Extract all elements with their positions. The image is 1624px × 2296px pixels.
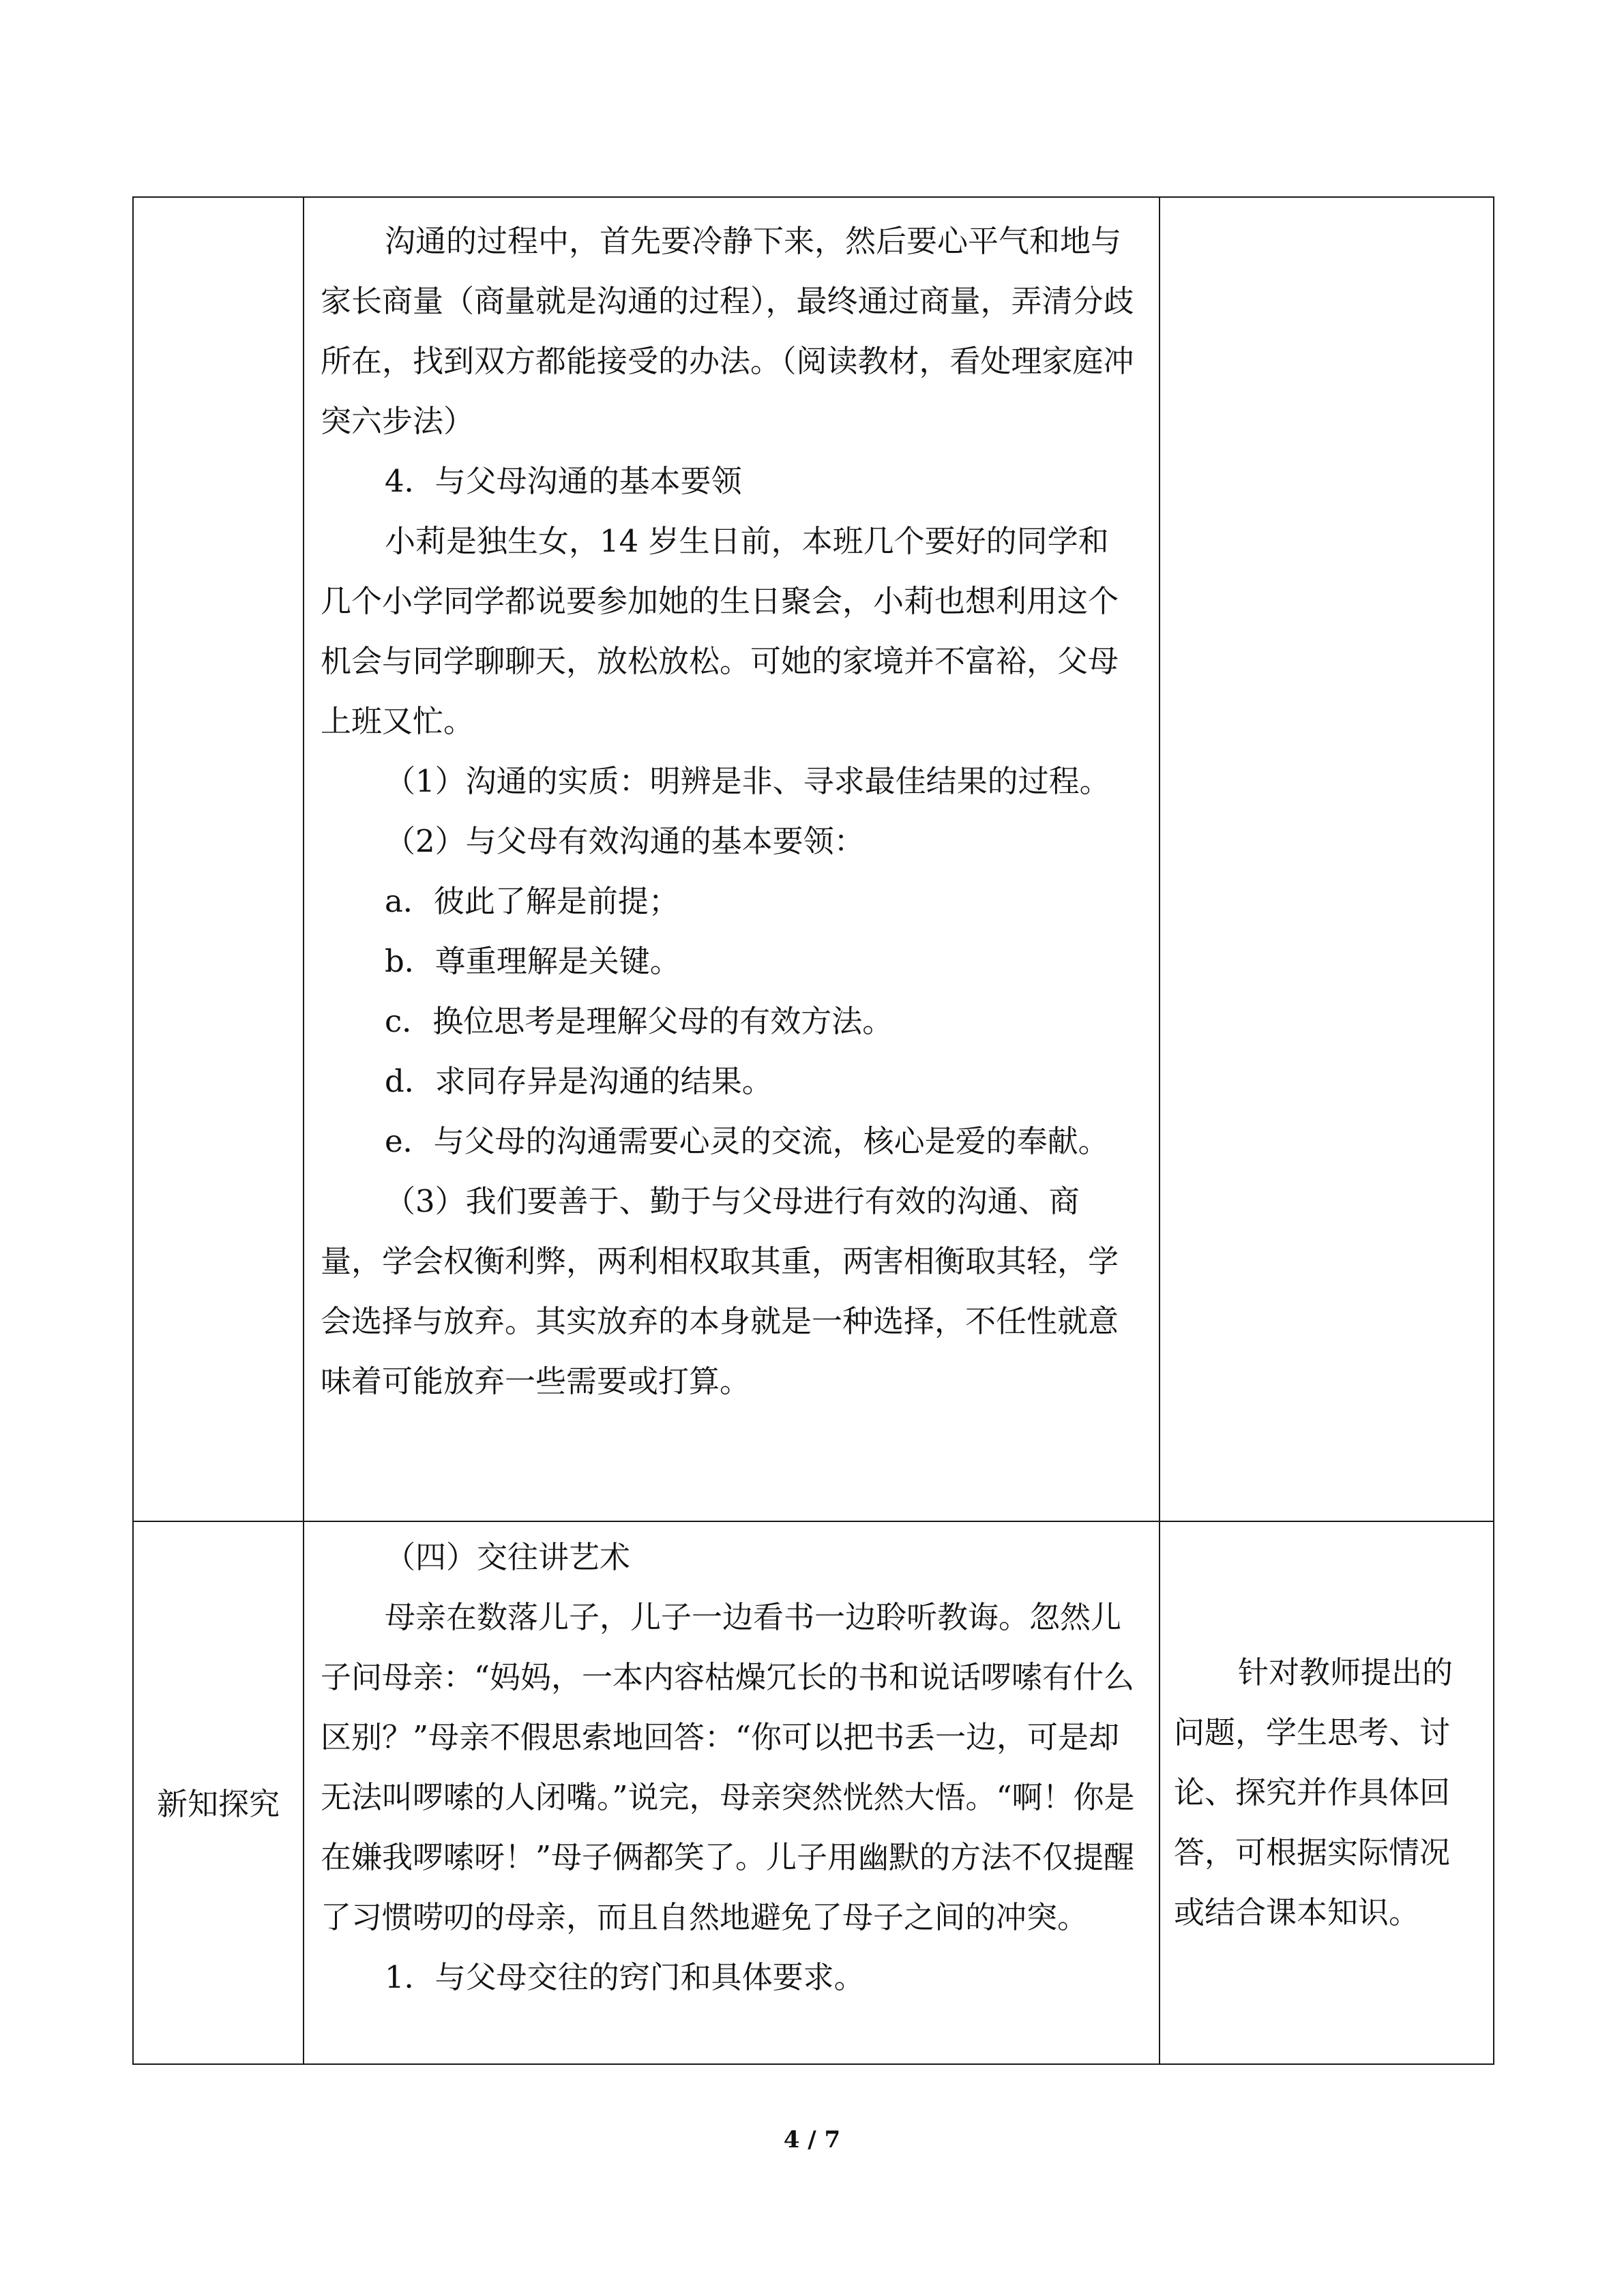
paragraph: （2）与父母有效沟通的基本要领： [385,823,865,859]
note-cell [1160,1521,1494,2064]
paragraph: （1）沟通的实质：明辨是非、寻求最佳结果的过程。 [385,763,1110,799]
paragraph: c．换位思考是理解父母的有效方法。 [385,1003,894,1039]
table-row [133,197,1494,1521]
page-number: 4 / 7 [783,2126,841,2153]
table-row [133,1521,1494,2064]
note-cell [1160,197,1494,1521]
paragraph: 沟通的过程中，首先要冷静下来，然后要心平气和地与家长商量（商量就是沟通的过程），最终通过商量，弄清分歧所在，找到双方都能接受的办法。（阅读教材，看处理家庭冲突六步法） [321,223,1134,439]
paragraph: 1．与父母交往的窍门和具体要求。 [385,1959,865,1995]
paragraph: 4．与父母沟通的基本要领 [385,463,742,499]
paragraph: e．与父母的沟通需要心灵的交流，核心是爱的奉献。 [385,1123,1109,1159]
content-text [304,198,1159,1412]
paragraph: a．彼此了解是前提； [385,883,679,919]
stage-cell [133,1521,304,2064]
paragraph: （3）我们要善于、勤于与父母进行有效的沟通、商量，学会权衡利弊，两利相权取其重，两害相衡取其轻，学会选择与放弃。其实放弃的本身就是一种选择，不任性就意味着可能放弃一些需要或打算。 [321,1183,1119,1399]
paragraph: 母亲在数落儿子，儿子一边看书一边聆听教诲。忽然儿子问母亲：“妈妈，一本内容枯燥冗长的书和说话啰嗦有什么区别？”母亲不假思索地回答：“你可以把书丢一边，可是却无法叫啰嗦的人闭嘴。”说完，母亲突然恍然大悟。“啊！你是在嫌我啰嗦呀！”母子俩都笑了。儿子用幽默的方法不仅提醒了习惯唠叨的母亲，而且自然地避免了母子之间的冲突。 [321,1599,1135,1935]
paragraph: （四）交往讲艺术 [385,1539,631,1575]
lesson-plan-table [132,196,1494,2065]
stage-cell [133,197,304,1521]
content-cell [304,197,1160,1521]
note-text: 针对教师提出的问题，学生思考、讨论、探究并作具体回答，可根据实际情况或结合课本知识。 [1174,1654,1453,1930]
paragraph: 小莉是独生女，14 岁生日前，本班几个要好的同学和几个小学同学都说要参加她的生日聚会，小莉也想利用这个机会与同学聊聊天，放松放松。可她的家境并不富裕，父母上班又忙。 [321,523,1119,739]
stage-label: 新知探究 [156,1785,280,1822]
paragraph: b．尊重理解是关键。 [385,943,681,979]
content-text [304,1522,1159,2008]
paragraph: d．求同存异是沟通的结果。 [385,1063,773,1099]
content-cell [304,1521,1160,2064]
